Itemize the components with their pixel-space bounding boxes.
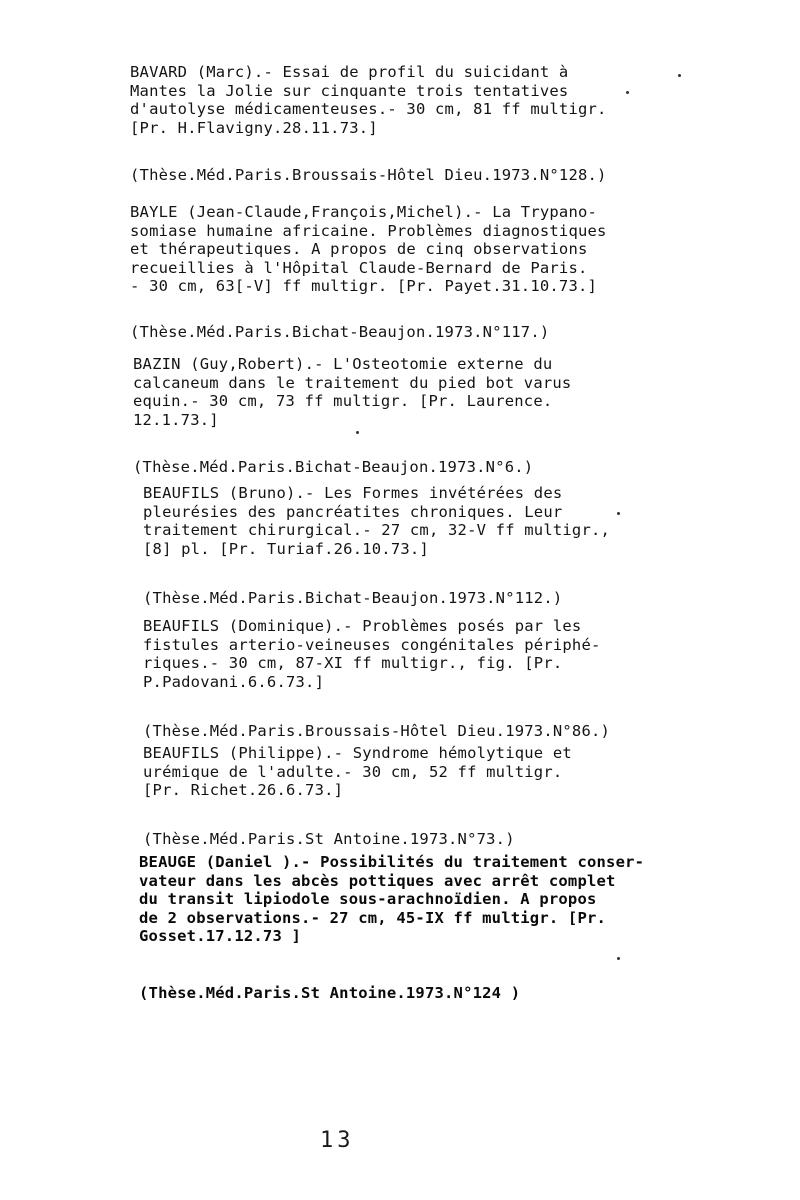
entry-line: BEAUFILS (Philippe).- Syndrome hémolytique et	[143, 744, 572, 762]
entry-line: BEAUFILS (Dominique).- Problèmes posés par les	[143, 617, 582, 635]
entry-line: calcaneum dans le traitement du pied bot varus	[133, 373, 572, 392]
page-number: 13	[320, 1128, 355, 1153]
entry-beaufils-dominique	[143, 617, 601, 691]
entry-line: BEAUGE (Daniel ).- Possibilités du traitement conser-	[139, 853, 645, 871]
entry-line: - 30 cm, 63[-V] ff multigr. [Pr. Payet.31.10.73.]	[130, 277, 598, 295]
entry-line: [Pr. H.Flavigny.28.11.73.]	[130, 118, 378, 137]
entry-beaufils-bruno	[143, 484, 610, 558]
entry-line: Mantes la Jolie sur cinquante trois tentatives	[130, 81, 569, 100]
entry-beauge	[139, 853, 644, 946]
entry-line: d'autolyse médicamenteuses.- 30 cm, 81 ff multigr.	[130, 100, 607, 118]
entry-line: somiase humaine africaine. Problèmes diagnostiques	[130, 221, 607, 240]
citation-bazin: (Thèse.Méd.Paris.Bichat-Beaujon.1973.N°6.)	[133, 458, 534, 476]
citation-beauge: (Thèse.Méd.Paris.St Antoine.1973.N°124 )	[139, 984, 521, 1002]
citation-bayle: (Thèse.Méd.Paris.Bichat-Beaujon.1973.N°117.)	[130, 323, 550, 341]
entry-line: BEAUFILS (Bruno).- Les Formes invétérées des	[143, 484, 563, 502]
entry-line: de 2 observations.- 27 cm, 45-IX ff multigr. [Pr.	[139, 908, 607, 927]
entry-line: equin.- 30 cm, 73 ff multigr. [Pr. Laurence.	[133, 392, 553, 410]
entry-line: vateur dans les abcès pottiques avec arrêt complet	[139, 871, 616, 890]
entry-line: du transit lipiodole sous-arachnoïdien. A propos	[139, 890, 597, 908]
entry-line: 12.1.73.]	[133, 410, 219, 429]
entry-bayle	[130, 203, 607, 296]
entry-beaufils-philippe	[143, 744, 572, 800]
entry-line: BAZIN (Guy,Robert).- L'Osteotomie externe du	[133, 355, 553, 373]
scan-speck	[678, 74, 681, 77]
entry-bazin	[133, 355, 571, 429]
entry-line: BAYLE (Jean-Claude,François,Michel).- La Trypano-	[130, 203, 598, 221]
scan-speck	[356, 431, 359, 434]
scan-speck	[626, 91, 629, 94]
entry-line: Gosset.17.12.73 ]	[139, 927, 302, 945]
scan-speck	[617, 512, 620, 515]
entry-line: BAVARD (Marc).- Essai de profil du suicidant à	[130, 63, 569, 81]
entry-line: traitement chirurgical.- 27 cm, 32-V ff multigr.,	[143, 521, 611, 539]
entry-line: pleurésies des pancréatites chroniques. Leur	[143, 502, 563, 521]
entry-bavard	[130, 63, 607, 137]
entry-line: et thérapeutiques. A propos de cinq observations	[130, 240, 588, 258]
entry-line: fistules arterio-veineuses congénitales périphé-	[143, 635, 601, 654]
entry-line: [8] pl. [Pr. Turiaf.26.10.73.]	[143, 539, 429, 558]
citation-beaufils-dominique: (Thèse.Méd.Paris.Broussais-Hôtel Dieu.1973.N°86.)	[143, 722, 611, 740]
citation-beaufils-philippe: (Thèse.Méd.Paris.St Antoine.1973.N°73.)	[143, 830, 515, 848]
scan-speck	[617, 957, 620, 960]
entry-line: riques.- 30 cm, 87-XI ff multigr., fig. [Pr.	[143, 654, 563, 672]
entry-line: recueillies à l'Hôpital Claude-Bernard de Paris.	[130, 258, 588, 277]
citation-beaufils-bruno: (Thèse.Méd.Paris.Bichat-Beaujon.1973.N°112.)	[143, 589, 563, 607]
entry-line: P.Padovani.6.6.73.]	[143, 672, 325, 691]
entry-line: [Pr. Richet.26.6.73.]	[143, 781, 344, 799]
entry-line: urémique de l'adulte.- 30 cm, 52 ff multigr.	[143, 762, 563, 781]
citation-bavard: (Thèse.Méd.Paris.Broussais-Hôtel Dieu.1973.N°128.)	[130, 166, 607, 184]
